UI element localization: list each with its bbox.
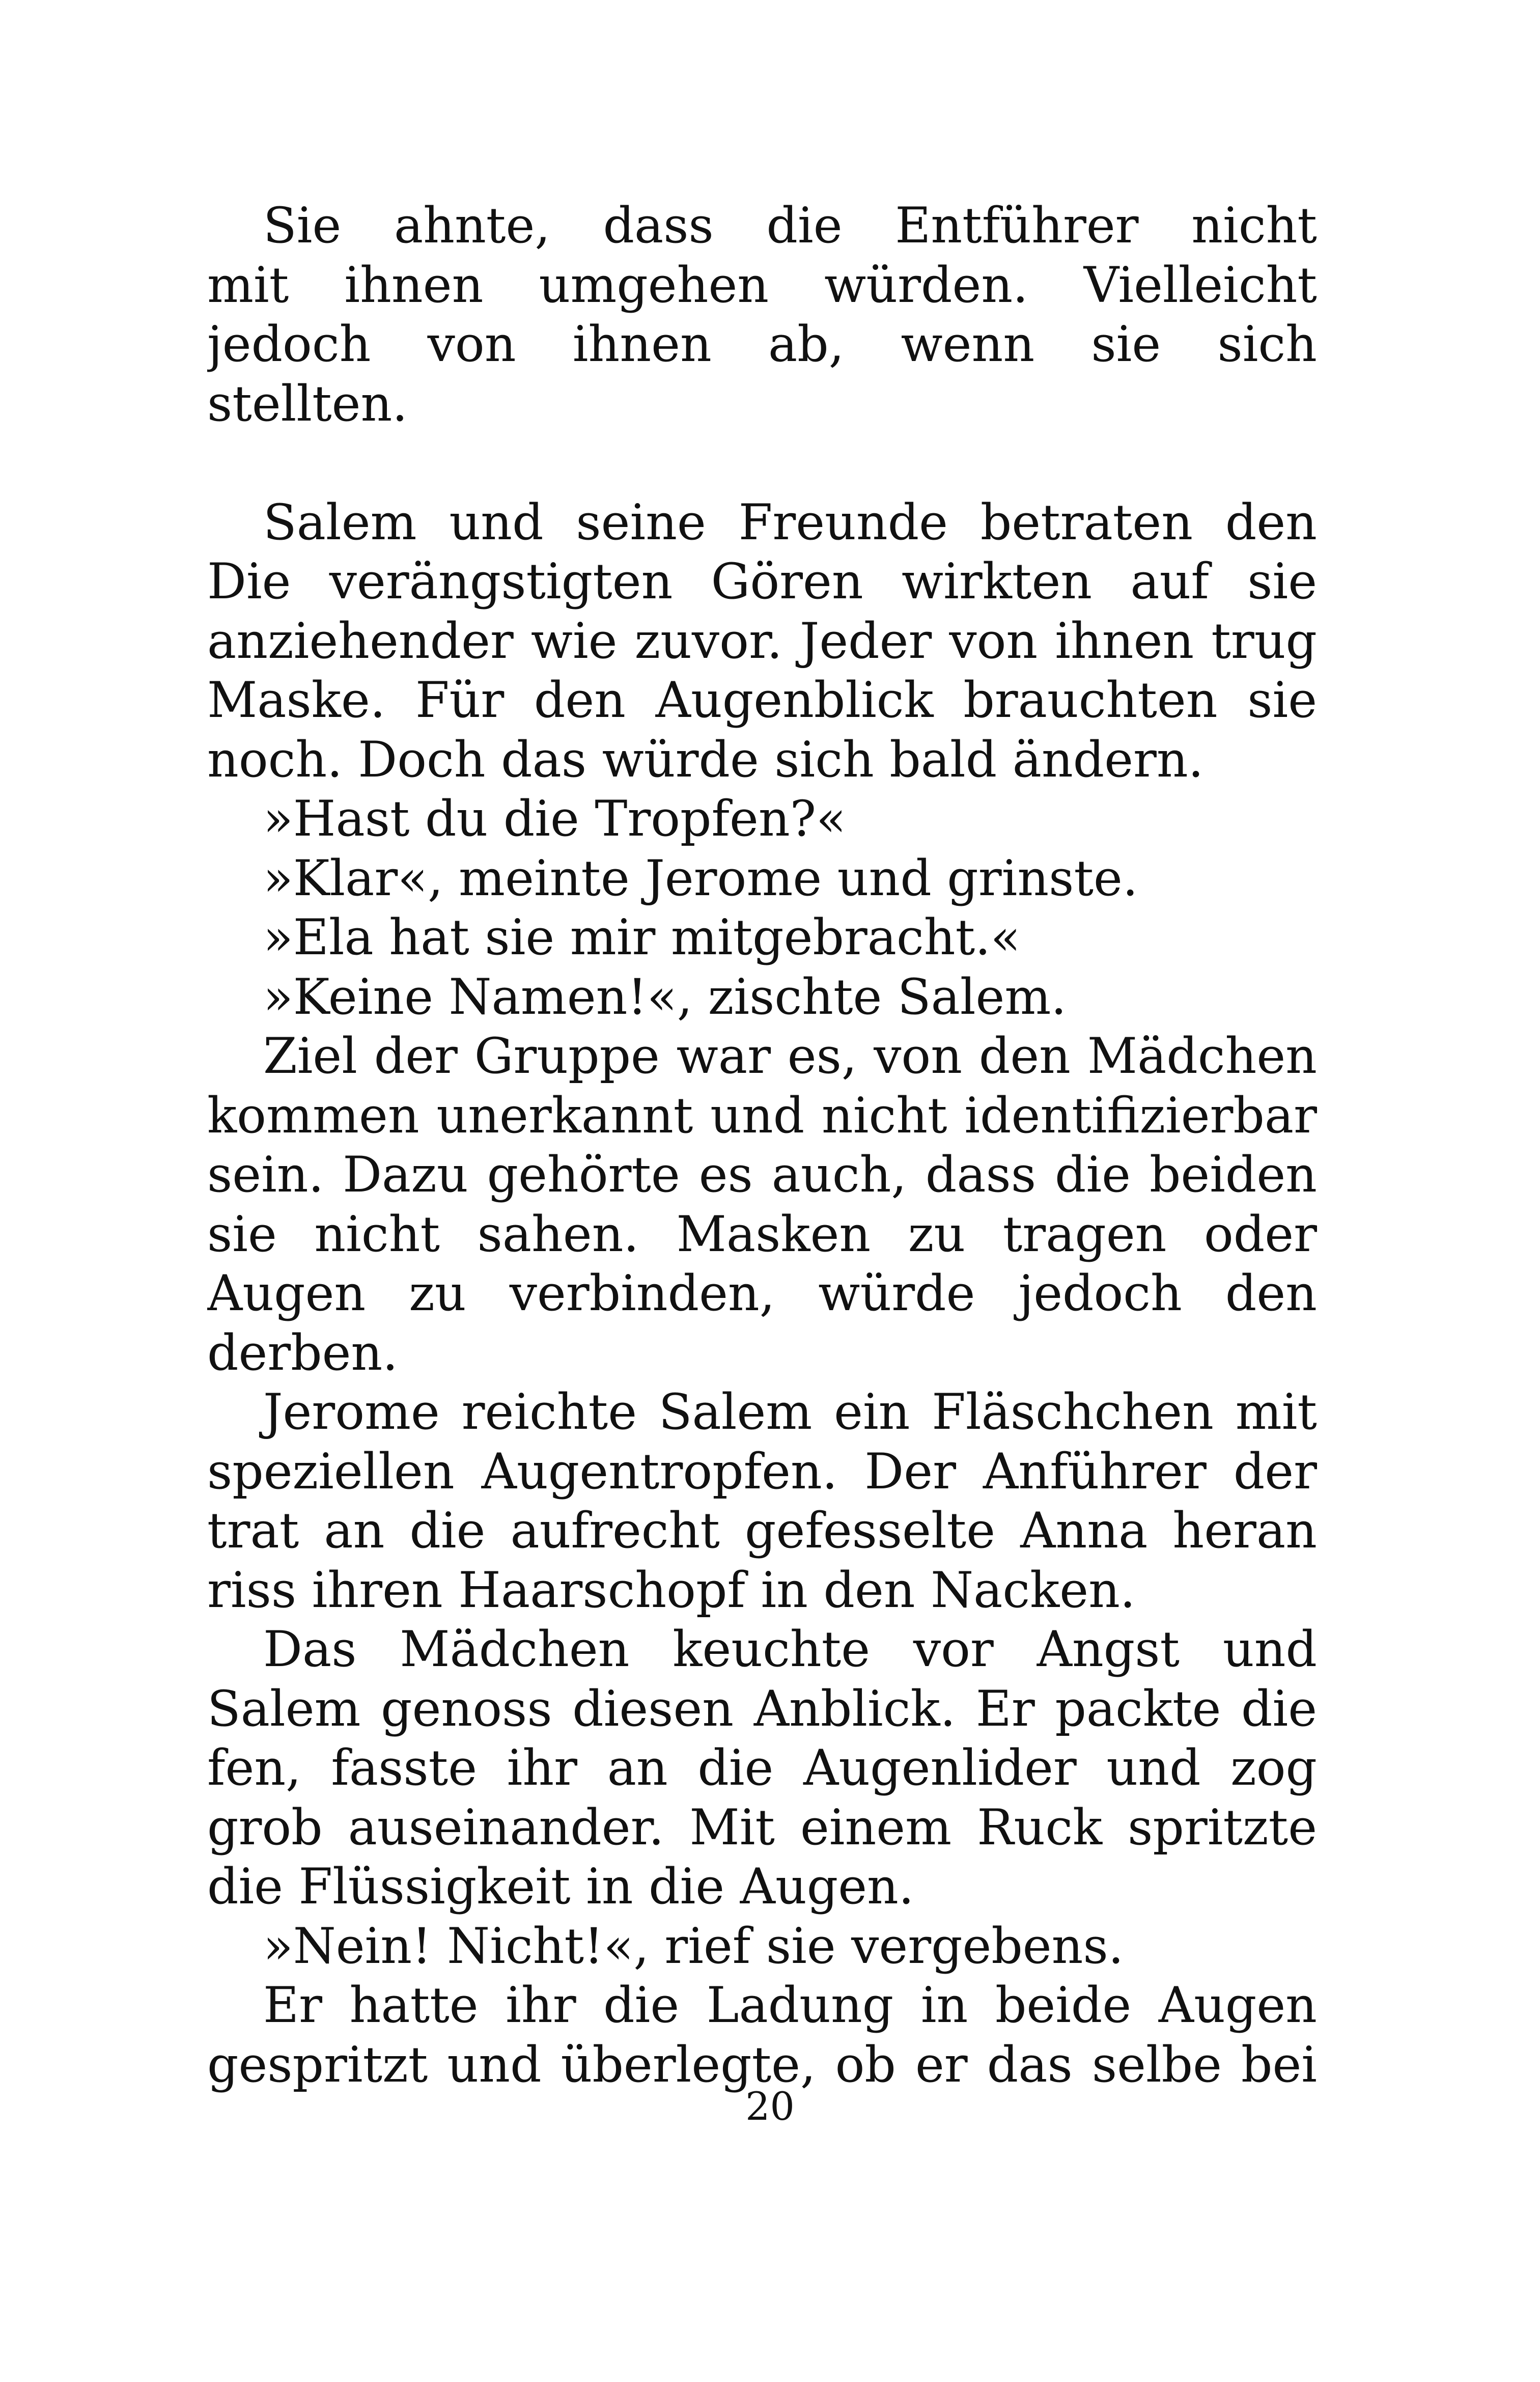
text-line: speziellen Augentropfen. Der Anführer der: [207, 1443, 1317, 1500]
text-line: sein. Dazu gehörte es auch, dass die beiden: [207, 1146, 1317, 1203]
text-line: »Keine Namen!«, zischte Salem.: [263, 968, 1067, 1026]
text-line: Das Mädchen keuchte vor Angst und: [263, 1621, 1317, 1678]
text-line: Ziel der Gruppe war es, von den Mädchen: [263, 1028, 1317, 1085]
body-text: [207, 196, 1317, 2094]
text-line: Salem und seine Freunde betraten den: [263, 493, 1317, 551]
text-line: grob auseinander. Mit einem Ruck spritzte: [207, 1798, 1317, 1856]
text-line: riss ihren Haarschopf in den Nacken.: [207, 1561, 1136, 1619]
text-line: Maske. Für den Augenblick brauchten sie: [207, 672, 1317, 729]
text-line: Jerome reichte Salem ein Fläschchen mit: [263, 1383, 1317, 1441]
text-line: noch. Doch das würde sich bald ändern.: [207, 731, 1204, 788]
text-line: fen, fasste ihr an die Augenlider und zog: [207, 1739, 1317, 1796]
text-line: Augen zu verbinden, würde jedoch den: [207, 1265, 1317, 1322]
text-line: die Flüssigkeit in die Augen.: [207, 1858, 914, 1915]
text-line: sie nicht sahen. Masken zu tragen oder: [207, 1205, 1317, 1263]
text-line: »Nein! Nicht!«, rief sie vergebens.: [263, 1917, 1124, 1975]
text-line: Salem genoss diesen Anblick. Er packte die: [207, 1680, 1317, 1737]
text-line: stellten.: [207, 375, 408, 432]
text-line: gespritzt und überlegte, ob er das selbe bei: [207, 2036, 1317, 2093]
text-line: jedoch von ihnen ab, wenn sie sich: [207, 316, 1317, 373]
text-line: trat an die aufrecht gefesselte Anna heran: [207, 1502, 1317, 1559]
text-line: anziehender wie zuvor. Jeder von ihnen trug: [207, 612, 1317, 670]
text-line: derben.: [207, 1324, 398, 1381]
text-line: Er hatte ihr die Ladung in beide Augen: [263, 1977, 1317, 2034]
text-line: »Klar«, meinte Jerome und grinste.: [263, 849, 1138, 907]
page-number: 20: [745, 2084, 795, 2129]
text-line: kommen unerkannt und nicht identifizierbar: [207, 1087, 1317, 1144]
section-break: [207, 433, 1317, 493]
text-line: Die verängstigten Gören wirkten auf sie: [207, 553, 1317, 610]
text-line: »Hast du die Tropfen?«: [263, 790, 846, 847]
text-line: mit ihnen umgehen würden. Vielleicht: [207, 256, 1317, 314]
text-line: »Ela hat sie mir mitgebracht.«: [263, 909, 1021, 966]
text-line: Sie ahnte, dass die Entführer nicht: [263, 197, 1317, 254]
